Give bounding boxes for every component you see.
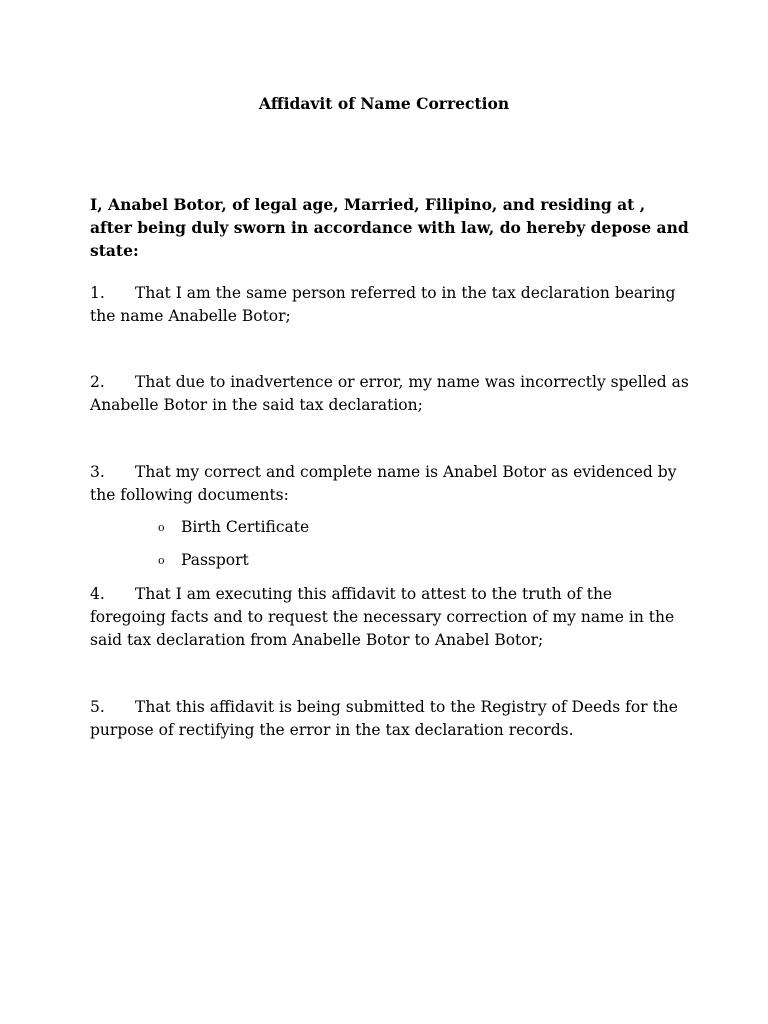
paragraph-number: 2. [90, 373, 105, 391]
numbered-paragraph-3 [90, 461, 690, 507]
numbered-paragraph-2 [90, 371, 690, 417]
paragraph-text: That I am executing this affidavit to attest to the truth of the foregoing facts and to request the necessary correction of my name in the said tax declaration from Anabelle Botor to Anabel Botor; [90, 585, 675, 649]
paragraph-number: 4. [90, 585, 105, 603]
paragraph-number: 1. [90, 284, 105, 302]
bullet-item-passport [158, 549, 249, 572]
bullet-text: Passport [181, 551, 249, 569]
paragraph-text: That I am the same person referred to in the tax declaration bearing the name Anabelle Botor; [90, 284, 676, 325]
bullet-item-birth-certificate [158, 516, 309, 539]
paragraph-number: 5. [90, 698, 105, 716]
paragraph-number: 3. [90, 463, 105, 481]
bullet-text: Birth Certificate [181, 518, 310, 536]
numbered-paragraph-5 [90, 696, 690, 742]
paragraph-text: That my correct and complete name is Anabel Botor as evidenced by the following documents: [90, 463, 677, 504]
intro-paragraph: I, Anabel Botor, of legal age, Married, Filipino, and residing at , after being duly sworn in accordance with law, do hereby depose and state: [90, 195, 689, 260]
bullet-marker: o [158, 521, 165, 534]
bullet-marker: o [158, 554, 165, 567]
paragraph-text: That this affidavit is being submitted to the Registry of Deeds for the purpose of rectifying the error in the tax declaration records. [90, 698, 678, 739]
numbered-paragraph-1 [90, 282, 690, 328]
document-title: Affidavit of Name Correction [258, 94, 510, 113]
paragraph-text: That due to inadvertence or error, my name was incorrectly spelled as Anabelle Botor in the said tax declaration; [90, 373, 689, 414]
numbered-paragraph-4 [90, 583, 690, 652]
